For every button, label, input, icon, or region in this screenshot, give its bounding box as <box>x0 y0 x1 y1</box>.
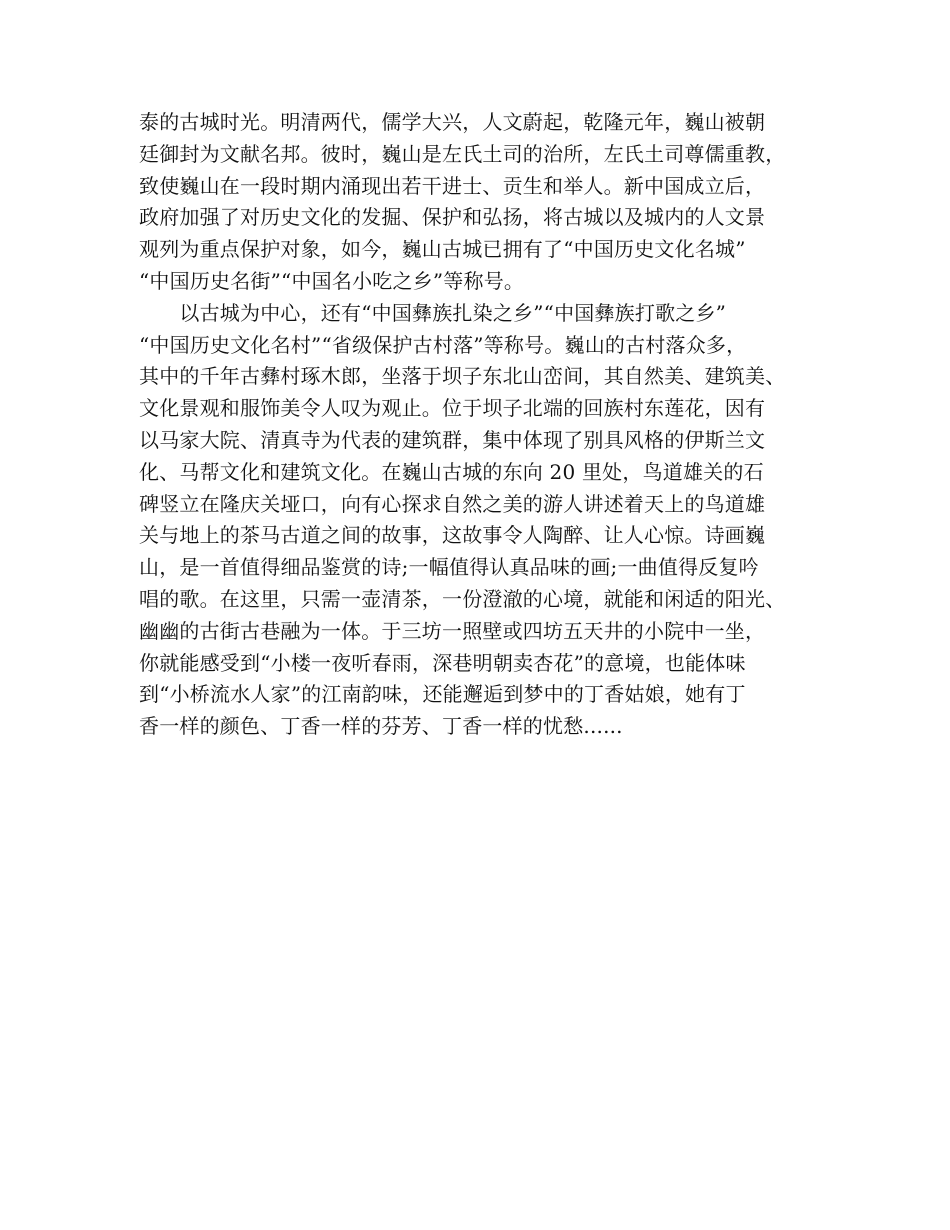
text-line: “中国历史名街”“中国名小吃之乡”等称号。 <box>139 268 525 293</box>
text-line: 关与地上的茶马古道之间的故事，这故事令人陶醉、让人心惊。诗画巍 <box>139 523 766 548</box>
text-line: 文化景观和服饰美令人叹为观止。位于坝子北端的回族村东莲花，因有 <box>139 396 766 421</box>
text-line: 政府加强了对历史文化的发掘、保护和弘扬，将古城以及城内的人文景 <box>139 205 766 230</box>
text-line: 廷御封为文献名邦。彼时，巍山是左氏土司的治所，左氏土司尊儒重教， <box>139 141 786 166</box>
text-line: 其中的千年古彝村琢木郎，坐落于坝子东北山峦间，其自然美、建筑美、 <box>139 364 786 389</box>
text-line: 香一样的颜色、丁香一样的芬芳、丁香一样的忧愁...... <box>139 714 623 739</box>
text-line: 以马家大院、清真寺为代表的建筑群，集中体现了别具风格的伊斯兰文 <box>139 427 766 452</box>
text-line: 碑竖立在隆庆关垭口，向有心探求自然之美的游人讲述着天上的鸟道雄 <box>139 491 766 516</box>
text-line: 以古城为中心，还有“中国彝族扎染之乡”“中国彝族打歌之乡” <box>139 300 727 325</box>
text-line: 化、马帮文化和建筑文化。在巍山古城的东向 20 里处，鸟道雄关的石 <box>139 459 764 484</box>
text-line: “中国历史文化名村”“省级保护古村落”等称号。巍山的古村落众多， <box>139 332 747 357</box>
text-line: 致使巍山在一段时期内涌现出若干进士、贡生和举人。新中国成立后， <box>139 173 766 198</box>
text-line: 唱的歌。在这里，只需一壶清茶，一份澄澈的心境，就能和闲适的阳光、 <box>139 586 786 611</box>
body-text <box>139 107 839 743</box>
text-line: 你就能感受到“小楼一夜听春雨，深巷明朝卖杏花”的意境，也能体味 <box>139 650 746 675</box>
text-line: 幽幽的古街古巷融为一体。于三坊一照壁或四坊五天井的小院中一坐， <box>139 618 766 643</box>
text-line: 山，是一首值得细品鉴赏的诗;一幅值得认真品味的画;一曲值得反复吟 <box>139 555 759 580</box>
text-line: 观列为重点保护对象，如今，巍山古城已拥有了“中国历史文化名城” <box>139 237 746 262</box>
text-line: 泰的古城时光。明清两代，儒学大兴，人文蔚起，乾隆元年，巍山被朝 <box>139 110 766 134</box>
text-line: 到“小桥流水人家”的江南韵味，还能邂逅到梦中的丁香姑娘，她有丁 <box>139 682 746 707</box>
